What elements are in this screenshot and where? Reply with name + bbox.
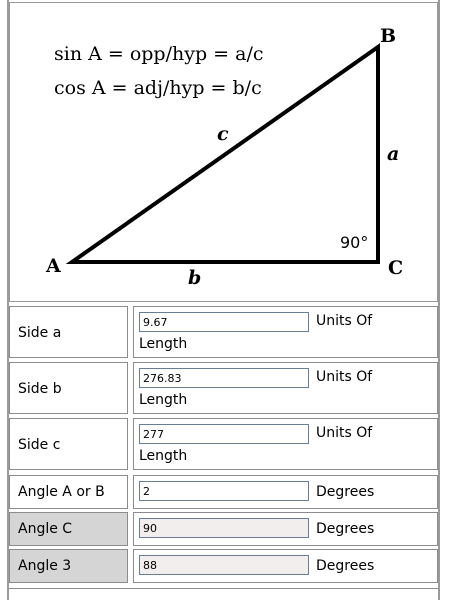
side-c-unit: Units Of <box>316 425 373 441</box>
angle-c-row <box>9 512 438 546</box>
side-c-unit-length: Length <box>139 448 188 464</box>
angle-3-label-cell <box>9 549 128 583</box>
angle-c-input-cell <box>133 512 438 546</box>
side-a-input-cell <box>133 306 438 358</box>
side-a-unit-length: Length <box>139 336 188 352</box>
side-b-unit: Units Of <box>316 369 373 385</box>
side-c-row <box>9 418 438 470</box>
side-a-label: a <box>387 143 400 165</box>
angle-3-row <box>9 549 438 583</box>
vertex-a-label: A <box>46 255 61 277</box>
angle-c-unit: Degrees <box>316 521 375 537</box>
side-b-input-cell <box>133 362 438 414</box>
cosine-formula: cos A = adj/hyp = b/c <box>54 77 262 99</box>
angle-3-label: Angle 3 <box>18 558 72 574</box>
side-b-input[interactable] <box>139 368 309 388</box>
angle-ab-row <box>9 475 438 509</box>
side-a-unit: Units Of <box>316 313 373 329</box>
angle-c-label-cell <box>9 512 128 546</box>
angle-c-input[interactable] <box>139 518 309 538</box>
angle-ab-unit: Degrees <box>316 484 375 500</box>
side-c-label: Side c <box>18 437 61 453</box>
angle-ab-input[interactable] <box>139 481 309 501</box>
side-b-label: b <box>188 267 202 289</box>
side-b-unit-length: Length <box>139 392 188 408</box>
angle-3-input-cell <box>133 549 438 583</box>
side-b-row <box>9 362 438 414</box>
side-b-label: Side b <box>18 381 62 397</box>
side-a-row <box>9 306 438 358</box>
table-bottom-edge <box>9 588 438 600</box>
triangle-diagram <box>9 2 438 302</box>
angle-ab-label-cell <box>9 475 128 509</box>
side-c-input[interactable] <box>139 424 309 444</box>
side-c-input-cell <box>133 418 438 470</box>
side-b-label-cell <box>9 362 128 414</box>
right-angle-label: 90° <box>340 233 369 252</box>
side-a-label: Side a <box>18 325 62 341</box>
side-c-label: c <box>217 123 229 145</box>
sine-formula: sin A = opp/hyp = a/c <box>54 43 264 65</box>
side-a-label-cell <box>9 306 128 358</box>
side-c-label-cell <box>9 418 128 470</box>
angle-ab-input-cell <box>133 475 438 509</box>
side-a-input[interactable] <box>139 312 309 332</box>
angle-c-label: Angle C <box>18 521 73 537</box>
angle-3-unit: Degrees <box>316 558 375 574</box>
angle-3-input[interactable] <box>139 555 309 575</box>
vertex-b-label: B <box>380 25 397 47</box>
angle-ab-label: Angle A or B <box>18 484 105 500</box>
vertex-c-label: C <box>388 257 404 279</box>
